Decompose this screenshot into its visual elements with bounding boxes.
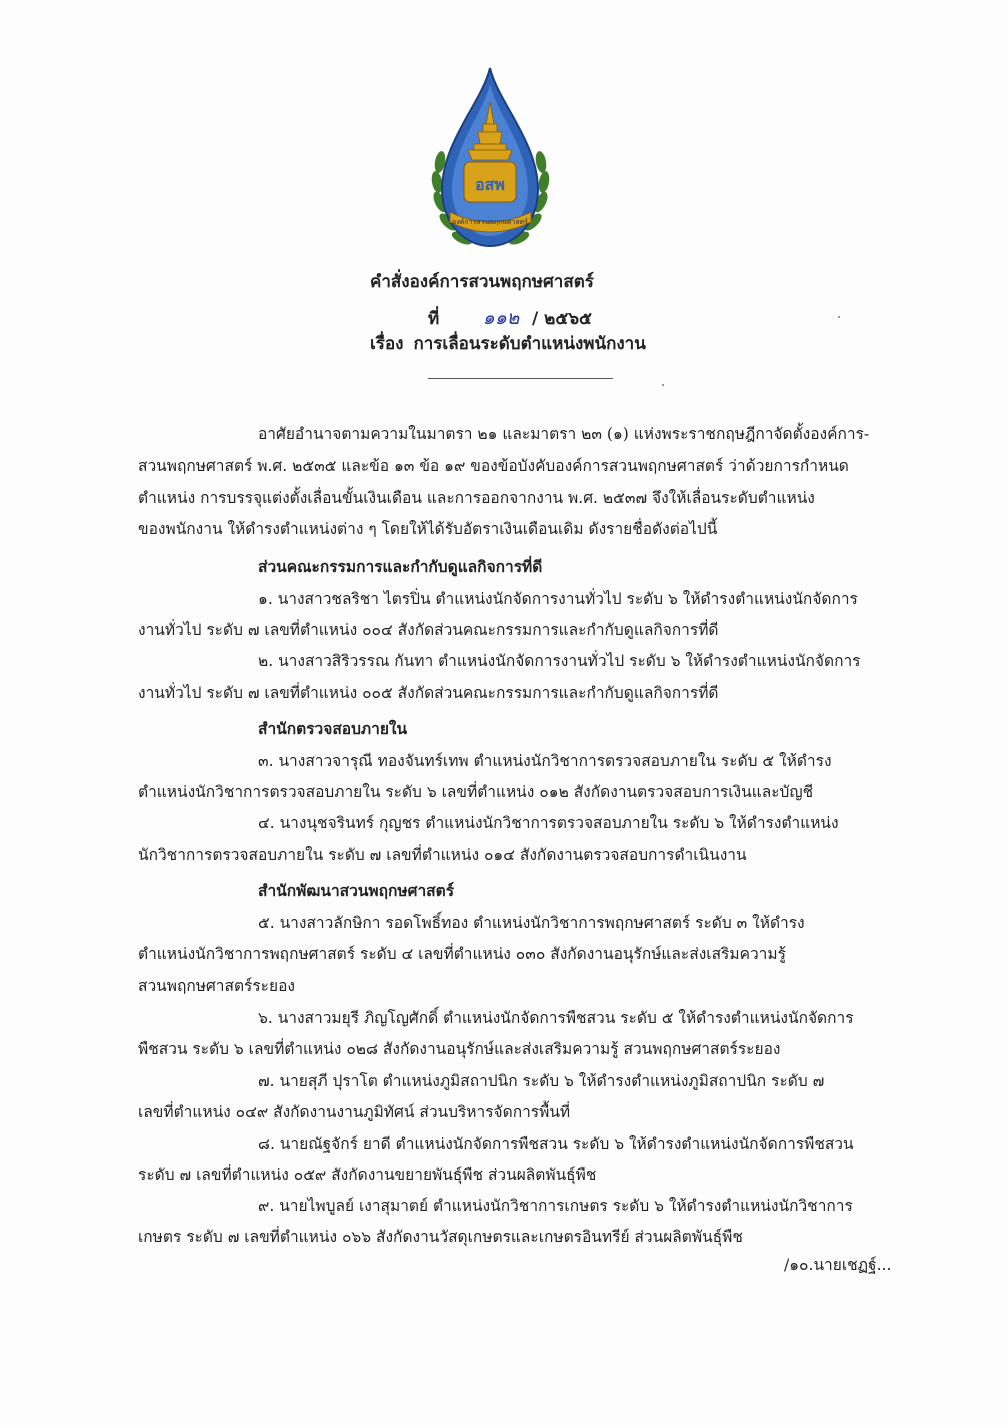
section-line: พืชสวน ระดับ ๖ เลขที่ตำแหน่ง ๐๒๘ สังกัดงานอนุรักษ์และส่งเสริมความรู้ สวนพฤกษศาสตร์ระยอง: [138, 1040, 781, 1058]
section-line: ๔. นางนุชจรินทร์ กุญชร ตำแหน่งนักวิชาการตรวจสอบภายใน ระดับ ๖ ให้ดำรงตำแหน่ง: [258, 814, 839, 832]
preamble-line: ของพนักงาน ให้ดำรงตำแหน่งต่าง ๆ โดยให้ได้รับอัตราเงินเดือนเดิม ดังรายชื่อดังต่อไปนี้: [138, 520, 718, 538]
preamble-line: สวนพฤกษศาสตร์ พ.ศ. ๒๕๓๕ และข้อ ๑๓ ข้อ ๑๙ ของข้อบังคับองค์การสวนพฤกษศาสตร์ ว่าด้วยการกำหนด: [138, 457, 849, 475]
continuation-marker: /๑๐.นายเชฏฐ์...: [784, 1256, 892, 1274]
section-line: งานทั่วไป ระดับ ๗ เลขที่ตำแหน่ง ๐๐๕ สังกัดส่วนคณะกรรมการและกำกับดูแลกิจการที่ดี: [138, 684, 719, 702]
section-heading: สำนักพัฒนาสวนพฤกษศาสตร์: [258, 881, 455, 900]
section-line: เลขที่ตำแหน่ง ๐๔๙ สังกัดงานงานภูมิทัศน์ ส่วนบริหารจัดการพื้นที่: [138, 1103, 571, 1121]
scan-speck: [662, 384, 664, 386]
logo-caption: องค์การสวนพฤกษศาสตร์: [452, 218, 528, 226]
order-number: [428, 303, 592, 333]
section-line: ๗. นายสุภี ปุราโต ตำแหน่งภูมิสถาปนิก ระดับ ๖ ให้ดำรงตำแหน่งภูมิสถาปนิก ระดับ ๗: [258, 1072, 825, 1090]
order-number-handwritten: ๑๑๒: [482, 307, 520, 329]
section-heading: ส่วนคณะกรรมการและกำกับดูแลกิจการที่ดี: [258, 557, 543, 576]
section-line: สวนพฤกษศาสตร์ระยอง: [138, 977, 295, 995]
section-line: เกษตร ระดับ ๗ เลขที่ตำแหน่ง ๐๖๖ สังกัดงานวัสดุเกษตรและเกษตรอินทรีย์ ส่วนผลิตพันธุ์พืช: [138, 1228, 743, 1246]
section-heading: สำนักตรวจสอบภายใน: [258, 719, 408, 738]
section-line: ๒. นางสาวสิริวรรณ กันทา ตำแหน่งนักจัดการงานทั่วไป ระดับ ๖ ให้ดำรงตำแหน่งนักจัดการ: [258, 652, 861, 670]
section-line: ตำแหน่งนักวิชาการพฤกษศาสตร์ ระดับ ๔ เลขที่ตำแหน่ง ๐๓๐ สังกัดงานอนุรักษ์และส่งเสริมความรู้: [138, 945, 786, 963]
botanical-garden-organization-emblem-icon: [428, 62, 553, 262]
header-divider: [428, 378, 613, 379]
section-line: ๙. นายไพบูลย์ เงาสุมาตย์ ตำแหน่งนักวิชาการเกษตร ระดับ ๖ ให้ดำรงตำแหน่งนักวิชาการ: [258, 1197, 853, 1215]
section-line: นักวิชาการตรวจสอบภายใน ระดับ ๗ เลขที่ตำแหน่ง ๐๑๔ สังกัดงานตรวจสอบการดำเนินงาน: [138, 846, 747, 864]
section-line: ๖. นางสาวมยุรี ภิญโญศักดิ์ ตำแหน่งนักจัดการพืชสวน ระดับ ๕ ให้ดำรงตำแหน่งนักจัดการ: [258, 1009, 854, 1027]
preamble-line: ตำแหน่ง การบรรจุแต่งตั้งเลื่อนขั้นเงินเดือน และการออกจากงาน พ.ศ. ๒๕๓๗ จึงให้เลื่อนระดับตำแหน่ง: [138, 489, 815, 507]
section-line: งานทั่วไป ระดับ ๗ เลขที่ตำแหน่ง ๐๐๔ สังกัดส่วนคณะกรรมการและกำกับดูแลกิจการที่ดี: [138, 621, 719, 639]
order-title: คำสั่งองค์การสวนพฤกษศาสตร์: [370, 272, 594, 292]
section-line: ๑. นางสาวชลริชา ไตรปิ่น ตำแหน่งนักจัดการงานทั่วไป ระดับ ๖ ให้ดำรงตำแหน่งนักจัดการ: [258, 590, 858, 608]
section-line: ระดับ ๗ เลขที่ตำแหน่ง ๐๕๙ สังกัดงานขยายพันธุ์พืช ส่วนผลิตพันธุ์พืช: [138, 1166, 597, 1184]
section-line: ๓. นางสาวจารุณี ทองจันทร์เทพ ตำแหน่งนักวิชาการตรวจสอบภายใน ระดับ ๕ ให้ดำรง: [258, 752, 832, 770]
section-line: ๘. นายณัฐจักร์ ยาดี ตำแหน่งนักจัดการพืชสวน ระดับ ๖ ให้ดำรงตำแหน่งนักจัดการพืชสวน: [258, 1135, 854, 1153]
preamble-line: อาศัยอำนาจตามความในมาตรา ๒๑ และมาตรา ๒๓ (๑) แห่งพระราชกฤษฎีกาจัดตั้งองค์การ-: [258, 425, 870, 443]
order-subject: [370, 330, 646, 357]
logo-monogram: อสพ: [475, 175, 505, 194]
section-line: ๕. นางสาวลักษิกา รอดโพธิ์ทอง ตำแหน่งนักวิชาการพฤกษศาสตร์ ระดับ ๓ ให้ดำรง: [258, 914, 805, 932]
order-subject-label: เรื่อง: [370, 334, 404, 354]
order-number-year: / ๒๕๖๕: [532, 309, 592, 329]
order-subject-text: การเลื่อนระดับตำแหน่งพนักงาน: [413, 334, 646, 354]
section-line: ตำแหน่งนักวิชาการตรวจสอบภายใน ระดับ ๖ เลขที่ตำแหน่ง ๐๑๒ สังกัดงานตรวจสอบการเงินและบัญชี: [138, 783, 814, 801]
order-number-label: ที่: [428, 309, 440, 329]
scan-speck: [838, 316, 840, 318]
